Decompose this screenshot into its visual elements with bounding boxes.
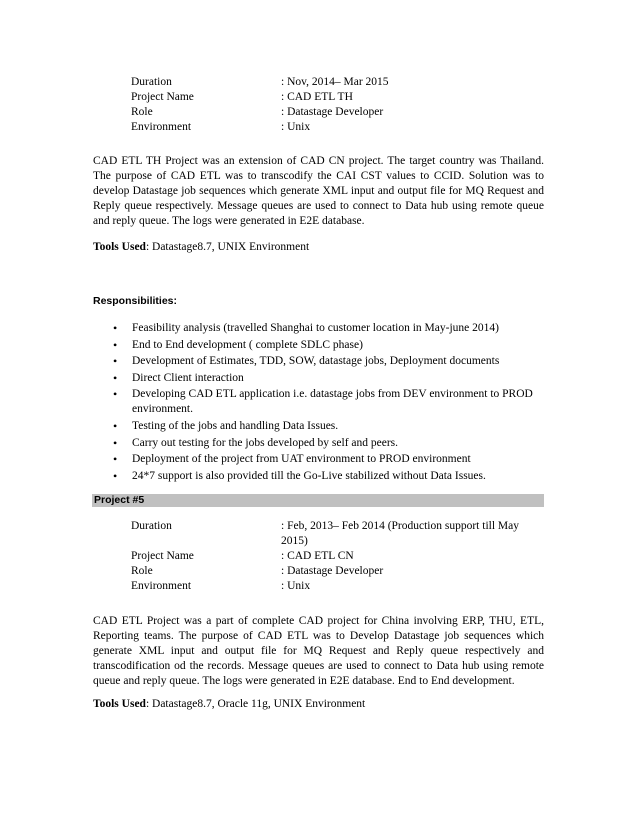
list-item: • Testing of the jobs and handling Data Issues. xyxy=(113,418,339,433)
project1-details xyxy=(131,75,541,135)
project5-heading-bar xyxy=(92,494,544,507)
project1-tools xyxy=(93,240,544,255)
detail-row xyxy=(131,579,541,594)
list-item: • Deployment of the project from UAT environment to PROD environment xyxy=(113,452,471,467)
tools-value: : Datastage8.7, UNIX Environment xyxy=(145,241,310,253)
duration-label: Duration xyxy=(131,76,172,88)
responsibilities-heading: Responsibilities: xyxy=(93,295,178,307)
project-name-label: Project Name xyxy=(131,550,194,562)
role-value: : Datastage Developer xyxy=(281,106,384,118)
bullet-icon: • xyxy=(113,387,118,402)
project5-description: CAD ETL Project was a part of complete CAD project for China involving ERP, THU, ETL, Reporting teams. The purpose of CAD ETL was to Develop Datastage job sequences which generate XML input and output file for MQ Request and Reply queue respectively and transcodification od the records. Message queues are used to connect to Data hub using remote queue and reply queue. The logs were generated in E2E database. End to End development. xyxy=(93,615,544,687)
list-item: • Direct Client interaction xyxy=(113,370,244,385)
detail-row xyxy=(131,120,541,135)
bullet-icon: • xyxy=(113,337,118,352)
bullet-icon: • xyxy=(113,468,118,483)
duration-label: Duration xyxy=(131,520,172,532)
bullet-icon: • xyxy=(113,452,118,467)
bullet-icon: • xyxy=(113,354,118,369)
detail-row xyxy=(131,549,541,564)
list-item: • Feasibility analysis (travelled Shanghai to customer location in May-june 2014) xyxy=(113,321,499,335)
list-item: • 24*7 support is also provided till the Go-Live stabilized without Data Issues. xyxy=(113,468,486,483)
detail-row xyxy=(131,75,541,90)
bullet-icon: • xyxy=(113,370,118,385)
detail-row xyxy=(131,90,541,105)
project1-description: CAD ETL TH Project was an extension of CAD CN project. The target country was Thailand. The purpose of CAD ETL was to transcodify the CAI CST values to CCID. Solution was to develop Datastage job sequences which generate XML input and output file for MQ Request and Reply queue respectively. Message queues are used to connect to Data hub using remote queue and reply queue. The logs were generated in E2E database. xyxy=(93,155,544,227)
tools-label: Tools Used xyxy=(93,698,146,710)
duration-value: : Nov, 2014– Mar 2015 xyxy=(281,76,389,88)
responsibilities-list xyxy=(113,321,543,485)
environment-value: : Unix xyxy=(281,580,311,592)
detail-row xyxy=(131,519,541,549)
detail-row xyxy=(131,105,541,120)
environment-value: : Unix xyxy=(281,121,311,133)
list-item: • Developing CAD ETL application i.e. datastage jobs from DEV environment to PROD environment. xyxy=(113,387,533,416)
tools-label: Tools Used xyxy=(93,241,146,253)
duration-value: : Feb, 2013– Feb 2014 (Production support till May 2015) xyxy=(281,520,519,547)
tools-value: : Datastage8.7, Oracle 11g, UNIX Environment xyxy=(145,698,366,710)
project-name-label: Project Name xyxy=(131,91,194,103)
detail-row xyxy=(131,564,541,579)
project5-details xyxy=(131,519,541,594)
project5-heading: Project #5 xyxy=(94,494,145,506)
bullet-icon: • xyxy=(113,321,118,335)
list-item: • End to End development ( complete SDLC phase) xyxy=(113,337,363,352)
environment-label: Environment xyxy=(131,580,192,592)
project-name-value: : CAD ETL CN xyxy=(281,550,354,562)
role-label: Role xyxy=(131,565,153,577)
bullet-icon: • xyxy=(113,435,118,450)
bullet-icon: • xyxy=(113,418,118,433)
list-item: • Carry out testing for the jobs developed by self and peers. xyxy=(113,435,399,450)
project-name-value: : CAD ETL TH xyxy=(281,91,353,103)
list-item: • Development of Estimates, TDD, SOW, datastage jobs, Deployment documents xyxy=(113,354,500,369)
environment-label: Environment xyxy=(131,121,192,133)
role-value: : Datastage Developer xyxy=(281,565,384,577)
project5-tools xyxy=(93,697,544,712)
role-label: Role xyxy=(131,106,153,118)
